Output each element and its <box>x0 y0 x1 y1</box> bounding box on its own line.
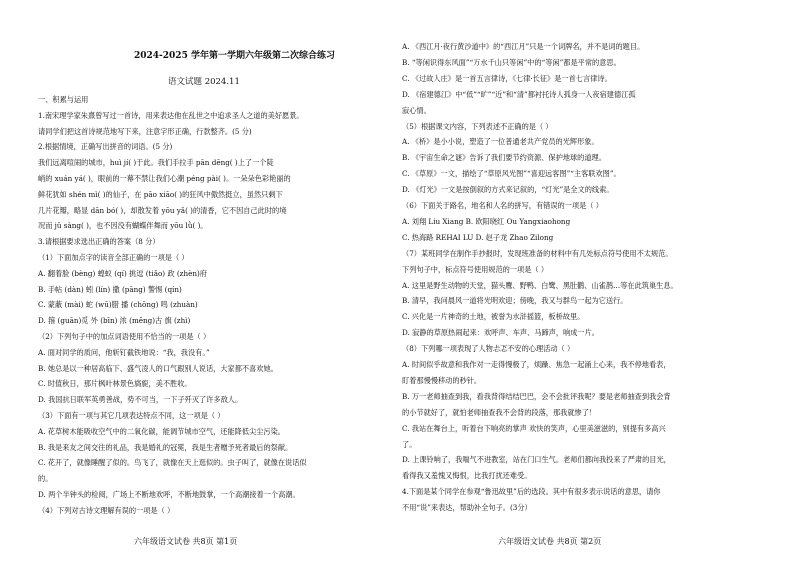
right-text-line: C. 热海路 REHAI LU D. 赵子龙 Zhao Zilong <box>402 232 554 242</box>
left-text-line: 请同学们把这首诗规范地写下来，注意字形正确，行款整齐。(5 分) <box>38 126 252 136</box>
right-text-line: 了。 <box>402 439 417 449</box>
left-text-line: C. 蒙蔽 (mài) 蛇 (wū)腊 播 (chōng) 鸣 (zhuàn) <box>38 300 198 310</box>
right-text-line: C. 我站在舞台上，听着台下响亮的掌声 欢快的笑声，心里美滋滋的，别提有多高兴 <box>402 423 666 433</box>
right-text-line: A. 《桥》是小小说，塑造了一位普通老共产党员的光辉形象。 <box>402 137 599 147</box>
left-text-line: （3）下面有一项与其它几项表达特点不同，这一项是（ ） <box>38 411 225 420</box>
right-text-line: （6）下面关于路名，地名和人名的拼写，有错误的一项是（ ） <box>402 201 603 210</box>
right-text-line: 4.下面是某个同学在参观“鲁迅故里”后的选段。其中有很多表示说话的意思，请你 <box>402 487 661 497</box>
right-text-line: A. 《西江月·夜行黄沙道中》的“西江月”只是一个词牌名，并不是词的题目。 <box>402 42 645 51</box>
right-text-line: 寂心情。 <box>402 105 431 115</box>
left-text-line: （4）下列对古诗文理解有误的一项是（ ） <box>38 505 175 515</box>
right-text-line: B. “等闲识得东风面”“万水千山只等闲”中的“等闲”都是平常的意思。 <box>402 57 621 67</box>
left-text-line: （1）下面加点字的读音全部正确的一项是（ ） <box>38 253 189 262</box>
page-footer-right: 六年级语文试卷 共8页 第2页 <box>498 537 602 546</box>
left-text-line: D. 两个半钟头的检阅，广场上不断地欢呼，不断地鼓掌，一个高潮接着一个高潮。 <box>38 490 300 499</box>
left-text-line: A. 面对同学的质问，他斩钉截铁地说：“我，我没有。” <box>38 347 210 357</box>
left-text-line: 我们远离喧闹的城市，huì jí( )于此。我们手拉手 pān dēng( )上了一个陡 <box>38 158 274 168</box>
left-text-line: 几片花瓣，略显 dān bó( )，却散发着 yōu yǎ( )的清香，它不因自己此时的境 <box>38 205 287 215</box>
right-text-line: 不用“说”来表达，帮助补全句子。(3分） <box>402 503 532 513</box>
right-text-line: （7）某班同学在制作手抄报时，发现班准备的材料中有几处标点符号使用不太规范。 <box>402 248 673 258</box>
right-text-line: A. 刘翔 Liu Xiang B. 欧阳晓红 Ou Yangxiaohong <box>402 216 571 226</box>
left-text-line: 的。 <box>38 474 53 484</box>
right-text-line: D. 寂静的草原热闹起来：欢呼声、车声、马蹄声，响成一片。 <box>402 328 599 338</box>
right-text-line: 的小节就好了，就怕老师抽查我不会背的段落，那我就惨了！ <box>402 407 597 417</box>
right-page <box>402 0 758 561</box>
left-text-line: 一、积累与运用 <box>38 95 89 104</box>
right-text-line: D. 上课铃响了，我喘气不进教室，站在门口生气。老师们都向我投来了严肃的目光， <box>402 455 671 465</box>
page-footer-left: 六年级语文试卷 共8页 第1页 <box>134 537 238 546</box>
left-text-line: A. 翻着脸 (bèng) 蝗蚁 (qí) 挑逗 (tiǎo) 政 (zhèn)府 <box>38 268 207 278</box>
left-text-line: D. 箍 (guān)觅 外 (bīn) 浓 (měng)古 旗 (zhì) <box>38 316 191 326</box>
left-text-line: 1.南宋理学家朱熹曾写过一首诗，用来表达他在乱世之中追求圣人之道的美好愿景。 <box>38 110 304 120</box>
left-text-line: 峭的 xuán yá( )，眼前的一幕不禁让我们心潮 péng pài( )。一朵朵色彩艳丽的 <box>38 174 291 183</box>
right-text-line: A. 这里是野生动物的天堂，猫头鹰、野鸭、白鹭、黑肚鹳、山雀鹊…等在此筑巢生息。 <box>402 280 678 290</box>
left-text-line: C. 花开了，就像睡醒了似的。鸟飞了，就像在天上逛似的。虫子叫了，就像在说话似 <box>38 458 307 468</box>
right-text-line: 盯着那慢慢移动的秒针。 <box>402 375 482 385</box>
right-text-line: D. 《灯光》一文是按倒叙的方式来记叙的，“灯光”是全文的线索。 <box>402 185 614 195</box>
left-text-line: C. 时值秋日，那片枫叶林景色旖旎，美不胜收。 <box>38 379 192 389</box>
left-text-line: B. 手帖 (dàn) 蚓 (lín) 撒 (pāng) 警惕 (qín) <box>38 284 182 294</box>
left-text-line: 2.根据情境，正确写出拼音的词语。(5 分) <box>38 142 173 152</box>
left-text-line: 鲜花犹如 shén mì( )的仙子，在 pāo xiāo( )的狂风中傲然挺立，虽然只剩下 <box>38 189 283 199</box>
right-text-line: 下列句子中，标点符号使用规范的一项是（ ） <box>402 264 549 274</box>
right-text-line: 看得我又羞愧又悔恨，比我打扰还难受。 <box>402 471 532 481</box>
left-page <box>38 0 390 561</box>
left-text-line: 3.请根据要求选出正确的答案（8 分） <box>38 237 160 247</box>
right-text-line: （5）根据课文内容，下列表述不正确的是（ ） <box>402 121 553 131</box>
exam-subtitle: 语文试题 2024.11 <box>168 77 240 87</box>
right-text-line: B. 清早，我问晨风一道将光明欢迎；傍晚，我又与群鸟一起为它送行。 <box>402 296 628 306</box>
right-text-line: B. 《宇宙生命之谜》告诉了我们要节约资源、保护地球的道理。 <box>402 153 606 163</box>
left-text-line: B. 她总是以一种居高临下、盛气凌人的口气跟别人说话，大家都不喜欢她。 <box>38 363 278 373</box>
right-text-line: B. 万一老师抽查到我，看我背得结结巴巴，会不会批评我呢？要是老师抽查到我会背 <box>402 391 671 401</box>
exam-title: 2024-2025 学年第一学期六年级第二次综合练习 <box>134 51 335 61</box>
left-text-line: A. 花草树木能吸收空气中的二氧化碳，能调节城市空气，还能降低尖尘污染。 <box>38 426 285 436</box>
right-text-line: （8）下列哪一项表现了人物忐忑不安的心理活动（ ） <box>402 344 575 354</box>
right-text-line: A. 时间似乎故意和我作对一走得慢极了，烦躁、焦急一起涌上心来，我不停地看表， <box>402 360 671 369</box>
right-text-line: D. 《宿建德江》中“低”“旷”“近”和“清”都衬托诗人孤身一人夜宿建德江孤 <box>402 89 636 99</box>
right-text-line: C. 兴化是一片神奇的土地，被誉为水浒摇篮，板桥故里。 <box>402 312 585 322</box>
right-text-line: C. 《过故人庄》是一首五言律诗，《七律·长征》是一首七言律诗。 <box>402 73 612 83</box>
left-text-line: D. 我国抗日联军英勇善战，势不可当，一下子歼灭了许多敌人。 <box>38 395 243 405</box>
left-text-line: B. 我是来友之间交往的礼品，我是婚礼的冠冕，我是生者赠予死者最后的祭献。 <box>38 442 293 452</box>
left-text-line: 况而 jǔ sàng( )，也不因没有蝴蝶伴舞而 yōu lǜ( )。 <box>38 221 208 231</box>
right-text-line: C. 《草原》一文，描绘了“草原风光图”“喜迎远客图”“主客联欢图”。 <box>402 169 621 179</box>
left-text-line: （2）下列句子中的加点词语使用不恰当的一项是（ ） <box>38 332 211 341</box>
